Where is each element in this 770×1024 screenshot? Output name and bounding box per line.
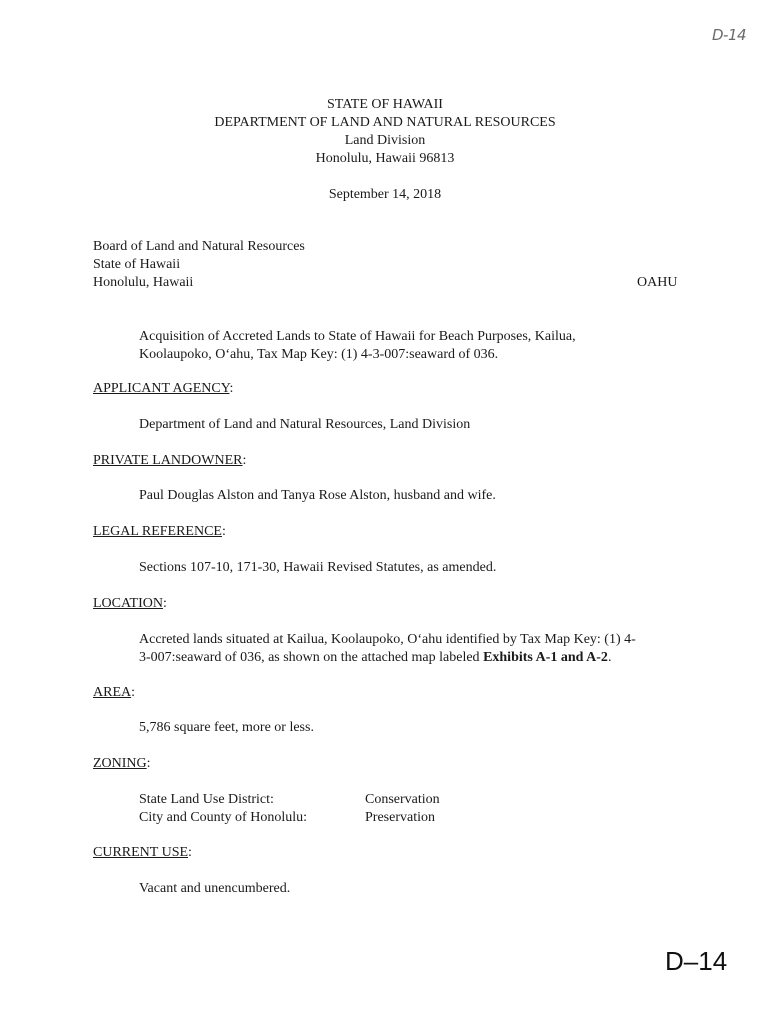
zoning-value: Conservation <box>365 792 440 807</box>
legal-reference-heading: LEGAL REFERENCE: <box>93 524 226 539</box>
private-landowner-text: Paul Douglas Alston and Tanya Rose Alston, husband and wife. <box>139 488 496 503</box>
zoning-table <box>139 791 440 827</box>
zoning-key: State Land Use District: <box>139 792 274 807</box>
location-line-1: Accreted lands situated at Kailua, Koolaupoko, O‘ahu identified by Tax Map Key: (1) 4- <box>139 632 636 647</box>
letterhead-state: STATE OF HAWAII <box>327 97 443 112</box>
zoning-row <box>139 809 440 827</box>
private-landowner-heading: PRIVATE LANDOWNER: <box>93 453 247 468</box>
location-heading: LOCATION: <box>93 596 167 611</box>
area-heading: AREA: <box>93 685 136 700</box>
letterhead <box>0 96 770 168</box>
addressee-block <box>93 238 305 292</box>
letterhead-department: DEPARTMENT OF LAND AND NATURAL RESOURCES <box>214 115 556 130</box>
letterhead-division: Land Division <box>344 133 426 148</box>
island-label: OAHU <box>637 275 678 290</box>
area-text: 5,786 square feet, more or less. <box>139 720 314 735</box>
letterhead-address: Honolulu, Hawaii 96813 <box>315 151 455 166</box>
zoning-row <box>139 791 440 809</box>
subject-line-2: Koolaupoko, O‘ahu, Tax Map Key: (1) 4-3-007:seaward of 036. <box>139 347 499 362</box>
document-date: September 14, 2018 <box>328 187 442 202</box>
zoning-heading: ZONING: <box>93 756 151 771</box>
addressee-line-2: State of Hawaii <box>93 257 181 272</box>
addressee-line-1: Board of Land and Natural Resources <box>93 239 305 254</box>
addressee-line-3: Honolulu, Hawaii <box>93 275 194 290</box>
applicant-agency-text: Department of Land and Natural Resources, Land Division <box>139 417 471 432</box>
location-paragraph <box>139 631 684 667</box>
current-use-text: Vacant and unencumbered. <box>139 881 291 896</box>
legal-reference-text: Sections 107-10, 171-30, Hawaii Revised Statutes, as amended. <box>139 560 497 575</box>
current-use-heading: CURRENT USE: <box>93 845 192 860</box>
subject-paragraph <box>139 328 684 364</box>
subject-line-1: Acquisition of Accreted Lands to State of Hawaii for Beach Purposes, Kailua, <box>139 329 576 344</box>
zoning-key: City and County of Honolulu: <box>139 810 307 825</box>
applicant-agency-heading: APPLICANT AGENCY: <box>93 381 234 396</box>
exhibits-reference: Exhibits A-1 and A-2 <box>483 650 608 665</box>
location-line-2: 3-007:seaward of 036, as shown on the attached map labeled Exhibits A-1 and A-2. <box>139 650 612 665</box>
handwritten-page-mark: D-14 <box>712 26 747 44</box>
zoning-value: Preservation <box>365 810 435 825</box>
page-number-stamp: D–14 <box>665 946 728 976</box>
